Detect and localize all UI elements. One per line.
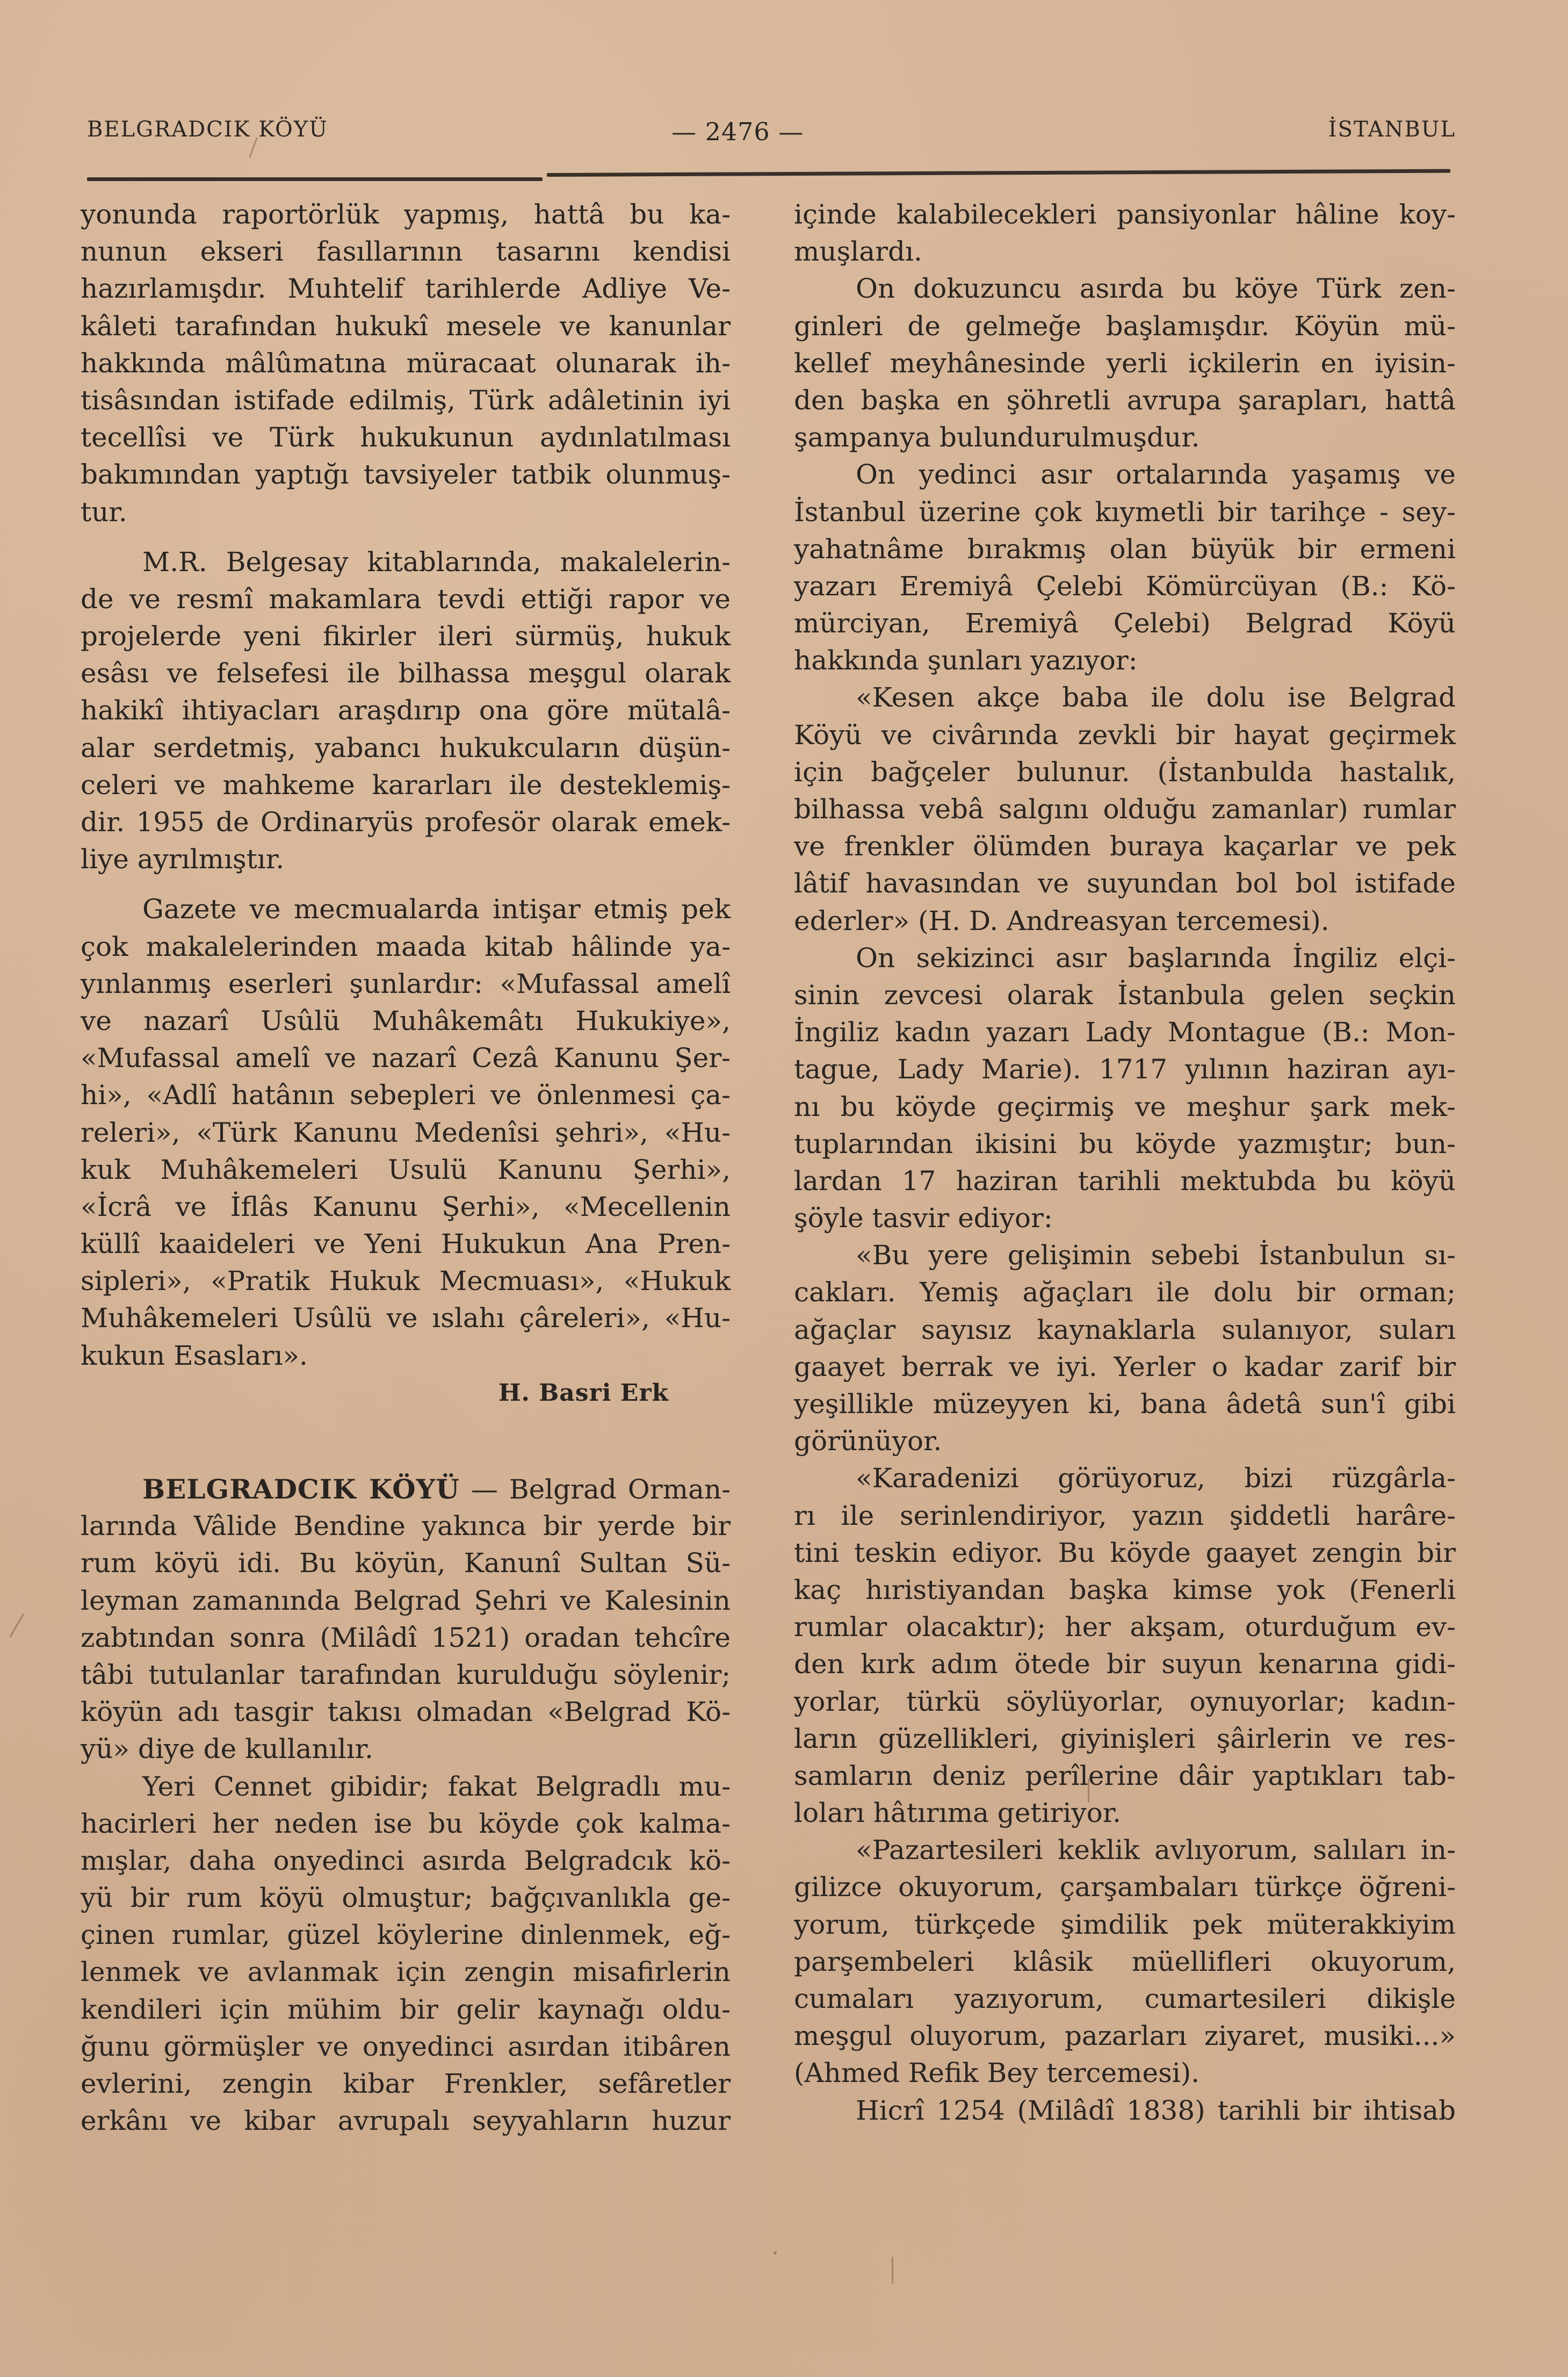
entry-first-line-text: Belgrad Orman- xyxy=(509,1474,731,1505)
text-line: de ve resmî makamlara tevdi ettiği rapor ve xyxy=(81,583,731,615)
text-line: esâsı ve felsefesi ile bilhassa meşgul olarak xyxy=(81,658,731,689)
text-line: hakkında mâlûmatına müracaat olunarak ih- xyxy=(81,347,731,379)
text-line: parşembeleri klâsik müellifleri okuyorum, xyxy=(794,1946,1456,1977)
text-line: den kırk adım ötede bir suyun kenarına gidi- xyxy=(794,1648,1456,1680)
text-line: rum köyü idi. Bu köyün, Kanunî Sultan Sü- xyxy=(81,1547,731,1579)
paragraph-ihtisab xyxy=(794,2092,1456,2129)
text-line: ların güzellikleri, giyinişleri şâirlerin ve res- xyxy=(794,1723,1456,1754)
text-line: meşgul oluyorum, pazarları ziyaret, musiki...» xyxy=(794,2020,1456,2052)
text-line: yınlanmış eserleri şunlardır: «Mufassal amelî xyxy=(81,968,731,999)
text-line: tur. xyxy=(81,496,127,528)
text-line: İstanbul üzerine çok kıymetli bir tarihçe - sey- xyxy=(794,496,1456,528)
text-line: yonunda raportörlük yapmış, hattâ bu ka- xyxy=(81,199,731,230)
text-line: görünüyor. xyxy=(794,1425,942,1457)
text-line: Köyü ve civârında zevkli bir hayat geçirmek xyxy=(794,719,1456,751)
text-line: lardan 17 haziran tarihli mektubda bu köyü xyxy=(794,1165,1456,1197)
quote-montague-3 xyxy=(794,1832,1456,2092)
text-line: yorlar, türkü söylüyorlar, oynuyorlar; kadın- xyxy=(794,1685,1456,1717)
text-line: «İcrâ ve İflâs Kanunu Şerhi», «Mecellenin xyxy=(81,1191,731,1222)
entry-gap xyxy=(81,1411,731,1471)
text-line: köyün adı tasgir takısı olmadan «Belgrad Kö- xyxy=(81,1696,731,1728)
text-line: cakları. Yemiş ağaçları ile dolu bir orman; xyxy=(794,1277,1456,1308)
text-line: projelerde yeni fikirler ileri sürmüş, hukuk xyxy=(81,621,731,652)
paper-speck xyxy=(774,2251,777,2254)
quote-montague-2 xyxy=(794,1460,1456,1832)
text-line: bakımından yaptığı tavsiyeler tatbik olunmuş- xyxy=(81,459,731,491)
quote-montague-1 xyxy=(794,1237,1456,1460)
text-line: nunun ekseri fasıllarının tasarını kendisi xyxy=(81,236,731,268)
text-line: hi», «Adlî hatânın sebepleri ve önlenmesi ça- xyxy=(81,1079,731,1111)
text-line: sipleri», «Pratik Hukuk Mecmuası», «Hukuk xyxy=(81,1265,731,1297)
text-line: hazırlamışdır. Muhtelif tarihlerde Adliye Ve- xyxy=(81,273,731,305)
text-line: yeşillikle müzeyyen ki, bana âdetâ sun'î gibi xyxy=(794,1388,1456,1420)
text-line: kuk Muhâkemeleri Usulü Kanunu Şerhi», xyxy=(81,1154,731,1185)
paragraph-pensions xyxy=(794,196,1456,270)
text-line: erkânı ve kibar avrupalı seyyahların huzur xyxy=(81,2105,731,2137)
text-line: lenmek ve avlanmak için zengin misafirlerin xyxy=(81,1956,731,1988)
header-rule-left xyxy=(87,177,543,181)
entry-first-line xyxy=(81,1471,731,1508)
text-line: nı bu köyde geçirmiş ve meşhur şark mek- xyxy=(794,1091,1456,1122)
entry-headword: BELGRADCIK KÖYÜ xyxy=(142,1473,460,1505)
paper-fiber xyxy=(1088,1778,1089,1803)
text-line: mürciyan, Eremiyâ Çelebi) Belgrad Köyü xyxy=(794,608,1456,639)
text-line: samların deniz perîlerine dâir yaptıkları tab- xyxy=(794,1760,1456,1791)
text-line: tecellîsi ve Türk hukukunun aydınlatılması xyxy=(81,422,731,453)
paragraph-gap xyxy=(81,531,731,544)
text-line: cumaları yazıyorum, cumartesileri dikişle xyxy=(794,1983,1456,2014)
text-line: celeri ve mahkeme kararları ile desteklemiş- xyxy=(81,769,731,801)
page-number: — 2476 — xyxy=(671,117,804,146)
text-line: leyman zamanında Belgrad Şehri ve Kalesinin xyxy=(81,1584,731,1616)
text-line: On dokuzuncu asırda bu köye Türk zen- xyxy=(856,273,1456,305)
author-signature: H. Basri Erk xyxy=(498,1379,669,1407)
paragraph-village-description xyxy=(81,1768,731,2140)
text-line: ağaçlar sayısız kaynaklarla sulanıyor, suları xyxy=(794,1314,1456,1345)
text-line: ve nazarî Usûlü Muhâkemâtı Hukukiye», xyxy=(81,1005,731,1036)
text-line: Muhâkemeleri Usûlü ve ıslahı çâreleri», «Hu- xyxy=(81,1302,731,1334)
right-column xyxy=(794,196,1456,2129)
text-line: «Kesen akçe baba ile dolu ise Belgrad xyxy=(856,682,1456,714)
text-line: yahatnâme bırakmış olan büyük bir ermeni xyxy=(794,533,1456,565)
paper-fiber xyxy=(10,1614,25,1638)
text-line: tini teskin ediyor. Bu köyde gaayet zengin bir xyxy=(794,1537,1456,1568)
text-line: zabtından sonra (Milâdî 1521) oradan tehcîre xyxy=(81,1622,731,1653)
text-line: gaayet berrak ve iyi. Yerler o kadar zarif bir xyxy=(794,1351,1456,1382)
paragraph-belgesay-career xyxy=(81,196,731,531)
text-line: kukun Esasları». xyxy=(81,1339,308,1371)
text-line: muşlardı. xyxy=(794,236,922,268)
text-line: (Ahmed Refik Bey tercemesi). xyxy=(794,2057,1200,2089)
text-line: releri», «Türk Kanunu Medenîsi şehri», «Hu- xyxy=(81,1117,731,1148)
text-line: tuplarından ikisini bu köyde yazmıştır; bun- xyxy=(794,1128,1456,1159)
text-line: şampanya bulundurulmuşdur. xyxy=(794,422,1200,453)
header-rule-right xyxy=(547,169,1450,177)
paragraph-lady-montague xyxy=(794,940,1456,1237)
text-line: sinin zevcesi olarak İstanbula gelen seçkin xyxy=(794,979,1456,1011)
text-line: için bağçeler bulunur. (İstanbulda hastalık, xyxy=(794,756,1456,788)
text-line: «Pazartesileri keklik avlıyorum, salıları in- xyxy=(856,1834,1456,1866)
text-line: On yedinci asır ortalarında yaşamış ve xyxy=(856,459,1456,491)
running-head-entry: BELGRADCIK KÖYÜ xyxy=(87,117,328,142)
text-line: dir. 1955 de Ordinaryüs profesör olarak emek- xyxy=(81,806,731,838)
text-line: ğunu görmüşler ve onyedinci asırdan itibâren xyxy=(81,2030,731,2062)
text-line: bilhassa vebâ salgını olduğu zamanlar) rumlar xyxy=(794,794,1456,825)
text-line: alar serdetmiş, yabancı hukukcuların düşün- xyxy=(81,732,731,763)
text-line: «Bu yere gelişimin sebebi İstanbulun sı- xyxy=(856,1240,1456,1271)
text-line: yazarı Eremiyâ Çelebi Kömürcüyan (B.: Kö- xyxy=(794,570,1456,602)
paragraph-belgesay-bibliography xyxy=(81,891,731,1374)
text-line: küllî kaaideleri ve Yeni Hukukun Ana Pren- xyxy=(81,1228,731,1260)
text-line: den başka en şöhretli avrupa şarapları, hattâ xyxy=(794,384,1456,416)
text-line: tague, Lady Marie). 1717 yılının haziran ayı- xyxy=(794,1054,1456,1085)
text-line: yü bir rum köyü olmuştur; bağçıvanlıkla ge- xyxy=(81,1882,731,1914)
entry-belgradcik-koyu xyxy=(81,1471,731,1768)
text-line: ve frenkler ölümden buraya kaçarlar ve pek xyxy=(794,831,1456,862)
text-line: gilizce okuyorum, çarşambaları türkçe öğreni- xyxy=(794,1871,1456,1903)
text-line: Gazete ve mecmualarda intişar etmiş pek xyxy=(142,894,731,925)
text-line: yorum, türkçede şimdilik pek müterakkiyim xyxy=(794,1908,1456,1940)
text-line: yü» diye de kullanılır. xyxy=(81,1733,373,1765)
text-line: larında Vâlide Bendine yakınca bir yerde bir xyxy=(81,1510,731,1542)
text-line: ederler» (H. D. Andreasyan tercemesi). xyxy=(794,905,1329,937)
text-line: İngiliz kadın yazarı Lady Montague (B.: Mon- xyxy=(794,1017,1456,1048)
text-line: loları hâtırıma getiriyor. xyxy=(794,1797,1122,1829)
text-line: M.R. Belgesay kitablarında, makalelerin- xyxy=(142,546,731,578)
entry-dash: — xyxy=(459,1474,509,1505)
text-line: hakkında şunları yazıyor: xyxy=(794,645,1138,676)
quote-komurcuyan xyxy=(794,679,1456,939)
paragraph-19th-century xyxy=(794,270,1456,456)
paper-fiber xyxy=(892,2257,893,2284)
text-line: lâtif havasından ve suyundan bol bol istifade xyxy=(794,868,1456,899)
text-line: evlerini, zengin kibar Frenkler, sefâretler xyxy=(81,2068,731,2099)
text-line: Yeri Cennet gibidir; fakat Belgradlı mu- xyxy=(142,1770,731,1802)
text-line: «Mufassal amelî ve nazarî Cezâ Kanunu Şer- xyxy=(81,1042,731,1074)
text-line: hakikî ihtiyacları araşdırıp ona göre mütalâ- xyxy=(81,695,731,726)
running-header xyxy=(81,117,1456,149)
text-line: rumlar olacaktır); her akşam, oturduğum ev- xyxy=(794,1611,1456,1643)
text-line: çok makalelerinden maada kitab hâlinde ya- xyxy=(81,931,731,962)
left-column xyxy=(81,196,731,2140)
text-line: rı ile serinlendiriyor, yazın şiddetli harâre- xyxy=(794,1500,1456,1531)
text-line: şöyle tasvir ediyor: xyxy=(794,1202,1053,1234)
text-line: hacirleri her neden ise bu köyde çok kalma- xyxy=(81,1807,731,1839)
text-line: kellef meyhânesinde yerli içkilerin en iyisin- xyxy=(794,347,1456,379)
text-line: kendileri için mühim bir gelir kaynağı oldu- xyxy=(81,1993,731,2025)
text-line: «Karadenizi görüyoruz, bizi rüzgârla- xyxy=(856,1463,1456,1494)
text-line: On sekizinci asır başlarında İngiliz elçi- xyxy=(856,942,1456,974)
paragraph-komurcuyan xyxy=(794,456,1456,679)
running-head-volume: İSTANBUL xyxy=(1328,117,1456,142)
text-line: çinen rumlar, güzel köylerine dinlenmek, eğ- xyxy=(81,1919,731,1951)
paragraph-belgesay-works xyxy=(81,544,731,878)
text-line: tisâsından istifade edilmiş, Türk adâletinin iyi xyxy=(81,384,731,416)
text-line: kaç hıristiyandan başka kimse yok (Fenerli xyxy=(794,1574,1456,1605)
text-line: mışlar, daha onyedinci asırda Belgradcık kö- xyxy=(81,1845,731,1876)
text-line: ginleri de gelmeğe başlamışdır. Köyün mü- xyxy=(794,310,1456,342)
text-line: kâleti tarafından hukukî mesele ve kanunlar xyxy=(81,310,731,342)
paragraph-gap xyxy=(81,878,731,891)
text-line: içinde kalabilecekleri pansiyonlar hâline koy- xyxy=(794,199,1456,230)
text-line: Hicrî 1254 (Milâdî 1838) tarihli bir ihtisab xyxy=(856,2094,1456,2126)
text-line: tâbi tutulanlar tarafından kurulduğu söylenir; xyxy=(81,1659,731,1690)
text-line: liye ayrılmıştır. xyxy=(81,844,285,875)
